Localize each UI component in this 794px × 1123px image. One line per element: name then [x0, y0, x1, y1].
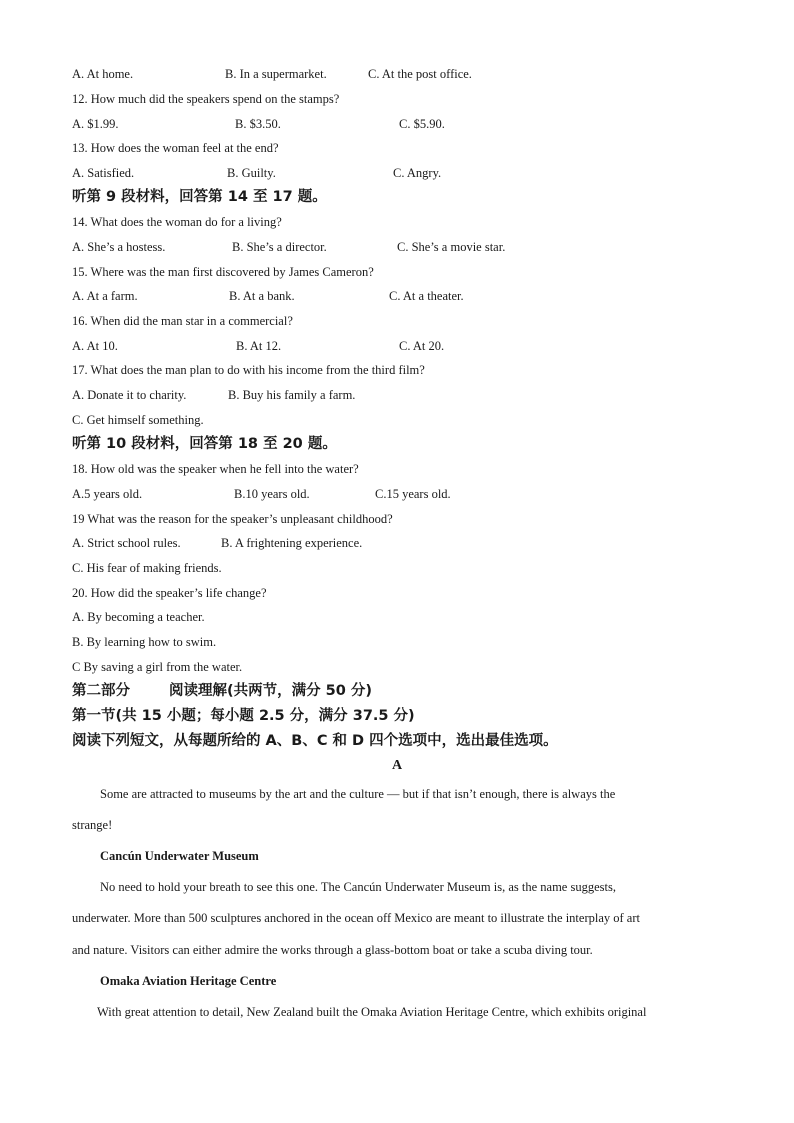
q16-option-b: B. At 12. — [236, 339, 282, 353]
q20-option-a: A. By becoming a teacher. — [72, 610, 205, 624]
cancun-heading: Cancún Underwater Museum — [100, 849, 259, 863]
q16-option-a: A. At 10. — [72, 339, 118, 353]
q14-option-c: C. She’s a movie star. — [397, 240, 506, 254]
q19-option-b: B. A frightening experience. — [221, 536, 363, 550]
q18-stem: 18. How old was the speaker when he fell into the water? — [72, 462, 359, 476]
q17-option-c: C. Get himself something. — [72, 413, 204, 427]
section-9-heading: 听第 9 段材料，回答第 14 至 17 题。 — [72, 189, 327, 205]
omaka-heading: Omaka Aviation Heritage Centre — [100, 974, 277, 988]
q14-stem: 14. What does the woman do for a living? — [72, 215, 282, 229]
intro-line-1: Some are attracted to museums by the art and the culture — but if that isn’t enough, there is always the — [100, 787, 616, 801]
q13-stem: 13. How does the woman feel at the end? — [72, 141, 279, 155]
q13-option-c: C. Angry. — [393, 166, 442, 180]
q12-option-a: A. $1.99. — [72, 117, 119, 131]
q18-option-a: A.5 years old. — [72, 487, 143, 501]
omaka-line-1: With great attention to detail, New Zealand built the Omaka Aviation Heritage Centre, which exhibits original — [97, 1005, 647, 1019]
q20-stem: 20. How did the speaker’s life change? — [72, 586, 267, 600]
q15-stem: 15. Where was the man first discovered by James Cameron? — [72, 265, 374, 279]
q12-option-b: B. $3.50. — [235, 117, 281, 131]
q15-option-c: C. At a theater. — [389, 289, 464, 303]
instruction-text: 阅读下列短文，从每题所给的 A、B、C 和 D 四个选项中，选出最佳选项。 — [72, 733, 558, 749]
q11-option-a: A. At home. — [72, 67, 134, 81]
q16-option-c: C. At 20. — [399, 339, 445, 353]
q12-stem: 12. How much did the speakers spend on the stamps? — [72, 92, 340, 106]
q13-option-b: B. Guilty. — [227, 166, 276, 180]
q17-option-b: B. Buy his family a farm. — [228, 388, 356, 402]
q14-option-b: B. She’s a director. — [232, 240, 327, 254]
part-2-label: 第二部分 — [72, 683, 130, 699]
q11-option-c: C. At the post office. — [368, 67, 472, 81]
intro-line-2: strange! — [72, 818, 113, 832]
q17-option-a: A. Donate it to charity. — [72, 388, 187, 402]
section-10-heading: 听第 10 段材料，回答第 18 至 20 题。 — [72, 436, 337, 452]
cancun-line-1: No need to hold your breath to see this one. The Cancún Underwater Museum is, as the name suggests, — [100, 880, 616, 894]
q19-stem: 19 What was the reason for the speaker’s unpleasant childhood? — [72, 512, 393, 526]
q20-option-b: B. By learning how to swim. — [72, 635, 217, 649]
cancun-line-3: and nature. Visitors can either admire the works through a glass-bottom boat or take a scuba diving tour. — [72, 943, 593, 957]
q15-option-a: A. At a farm. — [72, 289, 138, 303]
q20-option-c: C By saving a girl from the water. — [72, 660, 243, 674]
q18-option-b: B.10 years old. — [234, 487, 310, 501]
q19-option-c: C. His fear of making friends. — [72, 561, 222, 575]
q17-stem: 17. What does the man plan to do with his income from the third film? — [72, 363, 425, 377]
section-1-heading: 第一节(共 15 小题；每小题 2.5 分，满分 37.5 分) — [72, 708, 415, 724]
q16-stem: 16. When did the man star in a commercial? — [72, 314, 293, 328]
part-2-title: 阅读理解(共两节，满分 50 分) — [169, 683, 373, 699]
q18-option-c: C.15 years old. — [375, 487, 451, 501]
q19-option-a: A. Strict school rules. — [72, 536, 181, 550]
cancun-line-2: underwater. More than 500 sculptures anchored in the ocean off Mexico are meant to illustrate the interplay of art — [72, 911, 640, 925]
passage-letter: A — [391, 758, 403, 773]
q13-option-a: A. Satisfied. — [72, 166, 135, 180]
q14-option-a: A. She’s a hostess. — [72, 240, 166, 254]
q15-option-b: B. At a bank. — [229, 289, 295, 303]
q11-option-b: B. In a supermarket. — [225, 67, 327, 81]
q12-option-c: C. $5.90. — [399, 117, 445, 131]
